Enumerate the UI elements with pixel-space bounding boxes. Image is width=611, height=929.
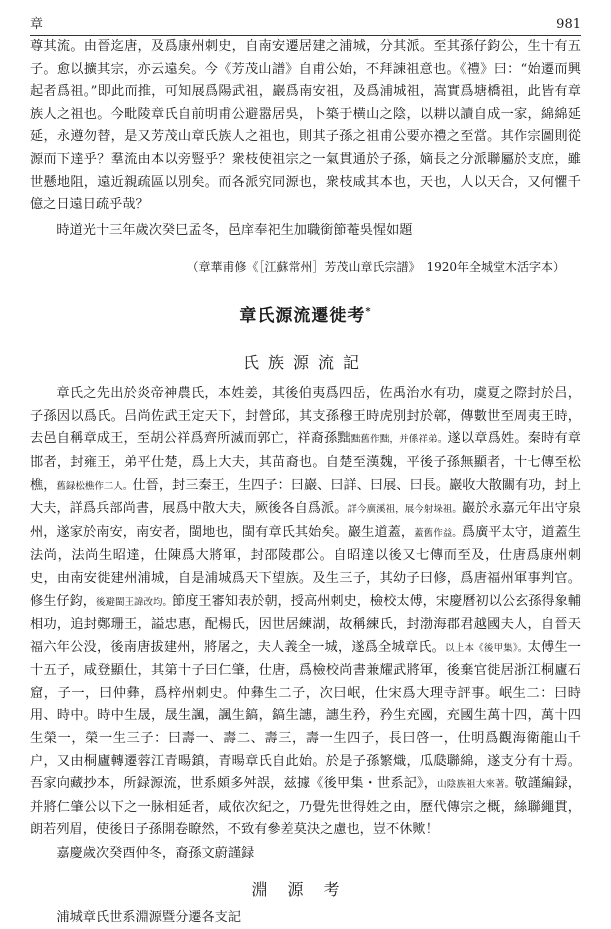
inline-note: 舊録松樵作二人。 bbox=[56, 480, 133, 492]
inline-note: 山陰族祖大來著。 bbox=[437, 779, 515, 791]
preface-signature: 時道光十三年歲次癸巳孟冬，邑庠奉祀生加職銜節菴吳惺如題 bbox=[56, 222, 413, 238]
subsection-title-2: 淵源考 bbox=[251, 880, 360, 900]
page-number: 981 bbox=[556, 17, 581, 32]
section-title: 章氏源流遷徙考* bbox=[239, 306, 372, 327]
continued-paragraph: 尊其流。由晉迄唐，及爲康州刺史，自南安遷居建之浦城，分其派。至其孫仔鈞公，生十有五子。愈以擴其宗，亦云遠矣。今《芳茂山譜》自甫公始，不拜諫祖意也。《禮》曰：“始遷而興起者爲祖。”即此而推，可知展爲陽武祖，巖爲南安祖，及爲浦城祖，嵩實爲塘橋祖，此皆有章族人之祖也。今毗陵章氏自前明甫公避嚣居吳，卜築于横山之陰，以耕以讀自成一家，綿綿延延，永遵勿替，是又芳茂山章氏族人之祖也，則其子孫之祖甫公要亦禮之至當。其作宗圖則從源而下達乎？羣流由本以旁豎乎？衆枝使祖宗之一氣貫通於子孫，嫡長之分派聯屬於支庶，雖世懸地阻，遠近親疏區以別矣。而各派究同源也，衆枝咸其本也，天也，人以天合，又何懼千億之日遠日疏乎哉？ bbox=[30, 39, 581, 213]
inline-note: 後避閩王諱改均。 bbox=[95, 596, 173, 608]
main-paragraph: 章氏之先出於炎帝神農氏，本姓姜，其後伯夷爲四岳，佐禹治水有功，虞夏之際封於吕，子孫因以爲氏。吕尚佐武王定天下，封營邱，其支孫穆王時虎別封於鄣，傳數世至周夷王時，去邑自稱章成王，至胡公祥爲齊所滅而郭亡，祥裔孫黜黜舊作黜，并係祥弟。遂以章爲姓。秦時有章邯者，封雍王，弟平仕楚，爲上大夫，其苗裔也。自楚至漢魏，平後子孫無顯者，十七傳至松樵，舊録松樵作二人。仕晉，封三秦王，生四子：曰巖、曰詳、曰展、曰長。巖收大散關有功，封上大夫，詳爲兵部尚書，展爲中散大夫，厥後各自爲派。詳今廣溪祖，展今射垛祖。巖於永嘉元年出守泉州，遂家於南安，南安者，閩地也，閩有章氏其始矣。巖生道蓋，蓋舊作益。爲廣平太守，道蓋生法尚，法尚生昭達，仕陳爲大將軍，封邵陵郡公。自昭達以後又七傳而至及，仕唐爲康州刺史，由南安徙建州浦城，自是浦城爲天下望族。及生三子，其幼子曰修，爲唐福州軍事判官。修生仔鈞，後避閩王諱改均。節度王審知表於朝，授高州刺史，檢校太傅，宋慶曆初以公玄孫得象輔相功，追封鄭珊王，謚忠惠，配楊氏，因世居練湖，故稱練氏，封渤海郡君越國夫人，自晉天福六年公没，後南唐拔建州，將屠之，夫人義全一城，遂爲全城章氏。以上本《後甲集》。太傅生一十五子，咸登顯仕，其第十子曰仁肇，仕唐，爲檢校尚書兼耀武將軍，後棄官徙居浙江桐廬石窟，子一，曰仲彝，爲梓州刺史。仲彝生二子，次曰岷，仕宋爲大理寺評事。岷生二：曰時用、時中。時中生晟，晟生諷，諷生鎬，鎬生譓，譓生矜，矜生充國，充國生萬十四，萬十四生榮一，榮一生三子：曰壽一、壽二、壽三，壽一生四子，長曰啓一，仕明爲觀海衛龍山千户，又由桐廬轉遷蓉江青暘鎮，青暘章氏自此始。於是子孫繁熾，瓜瓞聯綿，遂支分有十焉。吾家向藏抄本，所録源流，世系頗多舛誤，兹據《後甲集・世系記》，山陰族祖大來著。敬謹編録，并將仁肇公以下之一脉相延者，咸依次紀之，乃覺先世得姓之由，歷代傳宗之概，絲聯繩貫，朗若列眉，使後日子孫開卷瞭然，不致有參差莫決之慮也，豈不休歟！ bbox=[30, 386, 581, 838]
inline-note: 蓋舊作益。 bbox=[414, 527, 462, 539]
inline-note: 以上本《後甲集》。 bbox=[445, 642, 528, 654]
source-citation: （章華甫修《［江蘇常州］芳茂山章氏宗譜》 1920年全城堂木活字本） bbox=[186, 259, 565, 274]
subsection-title: 氏族源流記 bbox=[242, 353, 368, 373]
record-signature: 嘉慶歲次癸酉仲冬，裔孫文蔚謹録 bbox=[56, 846, 255, 862]
page-header bbox=[30, 10, 581, 36]
inline-note: 詳今廣溪祖，展今射垛祖。 bbox=[347, 504, 462, 516]
running-head: 章 bbox=[30, 17, 44, 32]
inline-note: 黜舊作黜，并係祥弟。 bbox=[350, 434, 448, 446]
subsection-subtitle: 浦城章氏世系淵源暨分遷各支記 bbox=[56, 910, 242, 926]
footnote-marker: * bbox=[365, 306, 372, 318]
page-body bbox=[30, 36, 581, 929]
